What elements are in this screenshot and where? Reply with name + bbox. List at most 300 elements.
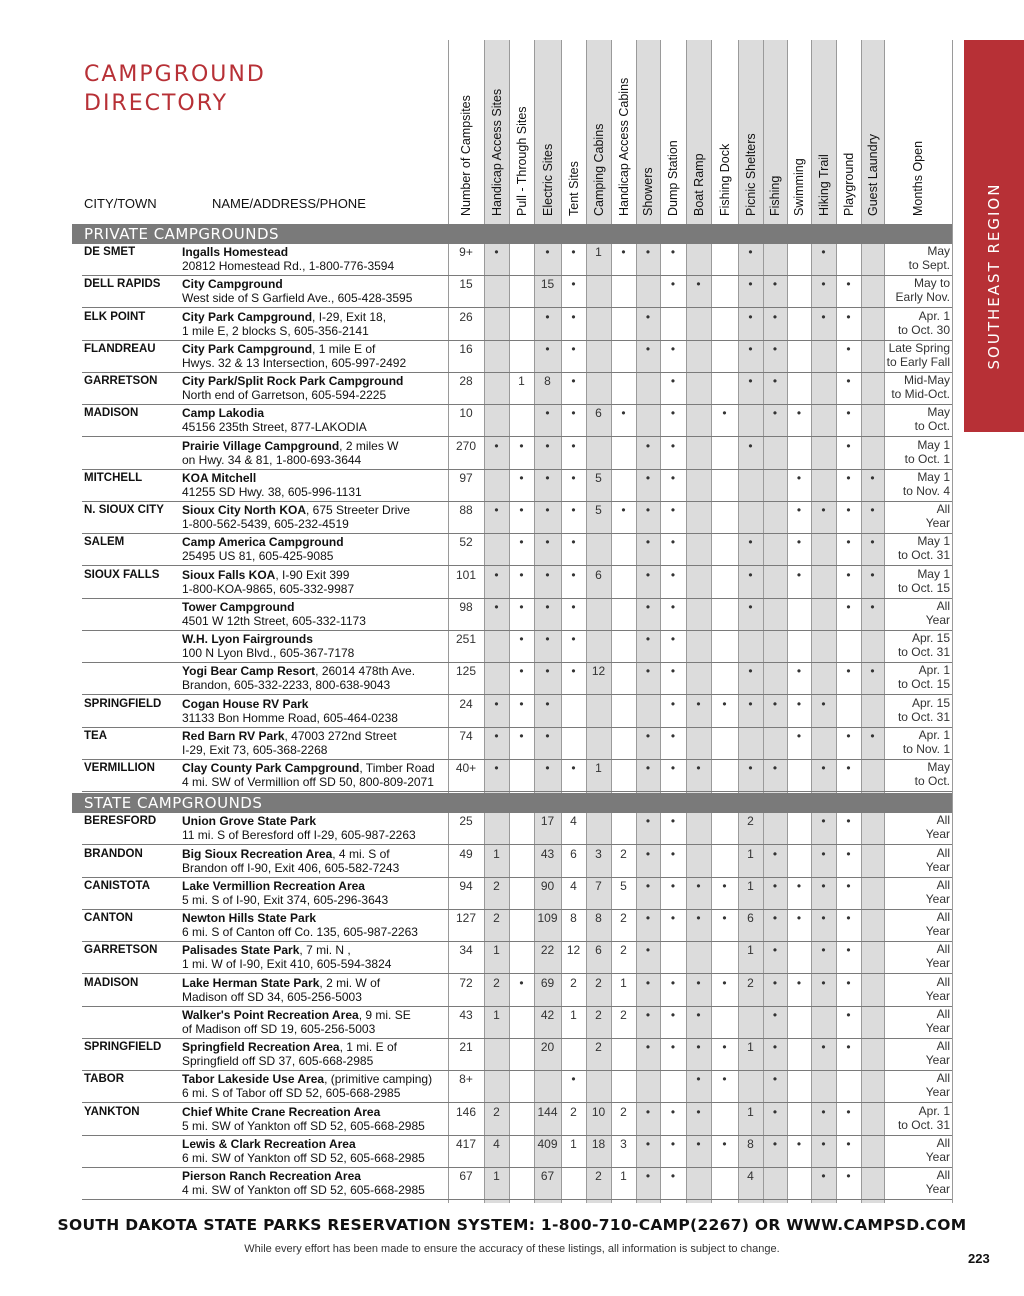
amenity-cell: • bbox=[696, 1104, 701, 1119]
amenity-cell: • bbox=[519, 535, 524, 550]
months-open bbox=[884, 1039, 950, 1071]
header-city: CITY/TOWN bbox=[84, 196, 157, 211]
amenity-cell bbox=[509, 878, 534, 910]
amenity-cell: • bbox=[796, 728, 802, 743]
campground-name: Camp Lakodia bbox=[182, 406, 265, 421]
listing-line-1 bbox=[182, 568, 354, 582]
table-row bbox=[0, 1007, 1024, 1039]
city-name: GARRETSON bbox=[84, 375, 158, 387]
listing-line-1 bbox=[182, 406, 367, 420]
amenity-cell bbox=[611, 1071, 636, 1103]
amenity-cell: • bbox=[846, 406, 851, 421]
amenity-cell: • bbox=[519, 470, 524, 485]
amenity-cell: 1 bbox=[493, 1169, 500, 1183]
campground-listing bbox=[182, 943, 391, 971]
amenity-cell bbox=[711, 728, 738, 760]
amenity-cell: • bbox=[670, 374, 676, 388]
amenity-cell: • bbox=[645, 878, 651, 893]
amenity-cell: • bbox=[846, 1136, 851, 1151]
months-line-1: All bbox=[936, 598, 950, 613]
amenity-cell bbox=[686, 631, 711, 663]
amenity-cell bbox=[861, 341, 884, 373]
amenity-cell bbox=[861, 309, 884, 341]
amenity-cell bbox=[686, 309, 711, 341]
amenity-cell: • bbox=[621, 503, 626, 517]
amenity-cell: 8 bbox=[747, 1136, 754, 1151]
amenity-cell: 20 bbox=[540, 1040, 555, 1054]
months-line-1: All bbox=[936, 813, 950, 828]
amenity-cell: • bbox=[545, 567, 550, 582]
address-phone: 4 mi. SW of Yankton off SD 52, 605-668-2985 bbox=[182, 1183, 425, 1197]
amenity-cell bbox=[509, 405, 534, 437]
amenity-cell bbox=[711, 631, 738, 663]
months-line-2: to Oct. 31 bbox=[897, 1117, 950, 1132]
months-line-1: Apr. 15 bbox=[911, 631, 950, 645]
amenity-cell: • bbox=[796, 535, 802, 550]
amenity-cell: • bbox=[645, 1104, 651, 1119]
amenity-cell bbox=[763, 438, 787, 470]
amenity-cell bbox=[611, 276, 636, 308]
amenity-cell: 1 bbox=[595, 245, 602, 259]
amenity-cell: • bbox=[772, 943, 778, 958]
amenity-cell: • bbox=[846, 341, 851, 356]
column-header bbox=[861, 40, 884, 216]
amenity-cell bbox=[586, 438, 611, 470]
amenity-cell: • bbox=[670, 1169, 676, 1183]
amenity-cell: • bbox=[494, 438, 499, 453]
table-row bbox=[0, 405, 1024, 437]
column-header-label: Number of Campsites bbox=[459, 95, 473, 216]
listing-line-1 bbox=[182, 632, 354, 646]
amenity-cell bbox=[861, 910, 884, 942]
amenity-cell: 417 bbox=[455, 1136, 477, 1151]
campground-detail: , 2 mi. W of bbox=[319, 975, 381, 990]
amenity-cell bbox=[836, 244, 861, 276]
amenity-cell: • bbox=[722, 1072, 727, 1087]
amenity-cell bbox=[611, 631, 636, 663]
amenity-cell bbox=[611, 663, 636, 695]
amenity-cell bbox=[686, 244, 711, 276]
campground-name: City Park Campground bbox=[182, 309, 313, 324]
amenity-cell: • bbox=[722, 975, 727, 990]
amenity-cell: • bbox=[645, 341, 651, 356]
campground-listing bbox=[182, 374, 403, 402]
table-row bbox=[0, 878, 1024, 910]
column-header-label: Boat Ramp bbox=[691, 153, 706, 216]
months-line-2: Year bbox=[925, 956, 950, 971]
amenity-cell: • bbox=[571, 309, 576, 324]
amenity-cell: • bbox=[870, 728, 875, 743]
amenity-cell: 25 bbox=[459, 814, 473, 829]
listing-line-1 bbox=[182, 310, 386, 324]
campground-detail: , 675 Streeter Drive bbox=[306, 503, 411, 517]
amenity-cell: 8 bbox=[595, 911, 602, 925]
months-line-2: to Oct. 31 bbox=[897, 645, 950, 659]
amenity-cell: • bbox=[645, 309, 651, 324]
amenity-cell bbox=[509, 341, 534, 373]
amenity-cell: 8 bbox=[544, 374, 551, 388]
amenity-cell: • bbox=[870, 599, 875, 614]
amenity-cell: • bbox=[796, 503, 802, 517]
table-row bbox=[0, 760, 1024, 792]
amenity-cell: • bbox=[645, 728, 651, 743]
amenity-cell: 98 bbox=[459, 599, 473, 614]
amenity-cell: • bbox=[670, 1104, 676, 1119]
amenity-cell: • bbox=[796, 567, 802, 582]
column-header bbox=[636, 40, 660, 216]
amenity-cell bbox=[811, 599, 836, 631]
amenity-cell bbox=[586, 373, 611, 405]
amenity-cell bbox=[484, 373, 509, 405]
months-line-2: Year bbox=[925, 1020, 950, 1035]
amenity-cell: • bbox=[870, 567, 875, 582]
amenity-cell: 2 bbox=[570, 975, 577, 990]
amenity-cell bbox=[711, 470, 738, 502]
listing-line-1 bbox=[182, 1008, 411, 1022]
amenity-cell: • bbox=[571, 245, 576, 259]
amenity-cell: 3 bbox=[620, 1136, 627, 1151]
amenity-cell: • bbox=[846, 277, 851, 292]
amenity-cell bbox=[738, 631, 763, 663]
amenity-cell bbox=[636, 405, 660, 437]
amenity-cell bbox=[811, 470, 836, 502]
table-row bbox=[0, 813, 1024, 845]
amenity-cell bbox=[509, 1136, 534, 1168]
column-header-label: Guest Laundry bbox=[865, 134, 880, 216]
page-number: 223 bbox=[968, 1251, 990, 1266]
amenity-cell bbox=[787, 1071, 811, 1103]
amenity-cell bbox=[861, 373, 884, 405]
months-line-1: May to bbox=[913, 276, 950, 291]
months-line-2: to Oct. 30 bbox=[897, 322, 950, 337]
column-header-label: Showers bbox=[641, 167, 655, 216]
months-line-2: to Nov. 4 bbox=[902, 483, 950, 498]
amenity-cell: 4 bbox=[747, 1169, 754, 1183]
months-line-1: All bbox=[936, 1071, 950, 1086]
amenity-cell: • bbox=[519, 975, 524, 990]
campground-listing bbox=[182, 277, 412, 305]
amenity-cell: • bbox=[772, 1136, 778, 1151]
months-line-2: to Early Fall bbox=[886, 354, 950, 369]
column-header bbox=[484, 40, 509, 216]
campground-listing bbox=[182, 600, 366, 628]
header-name: NAME/ADDRESS/PHONE bbox=[212, 196, 366, 211]
column-header bbox=[711, 40, 738, 216]
amenity-cell bbox=[686, 373, 711, 405]
amenity-cell bbox=[763, 663, 787, 695]
amenity-cell: • bbox=[645, 911, 651, 925]
amenity-cell: • bbox=[571, 503, 576, 517]
amenity-cell bbox=[611, 309, 636, 341]
amenity-cell: • bbox=[846, 1040, 851, 1054]
campground-name: Ingalls Homestead bbox=[182, 245, 289, 259]
amenity-cell bbox=[861, 942, 884, 974]
campground-name: Big Sioux Recreation Area bbox=[182, 846, 333, 861]
months-open bbox=[884, 1168, 950, 1200]
amenity-cell: • bbox=[821, 761, 826, 775]
address-phone: 6 mi. S of Tabor off SD 52, 605-668-2985 bbox=[182, 1086, 401, 1101]
amenity-cell bbox=[811, 567, 836, 599]
title-line-2: DIRECTORY bbox=[84, 91, 229, 116]
amenity-cell: • bbox=[748, 341, 753, 356]
column-header-label: Fishing bbox=[768, 175, 782, 216]
amenity-cell: • bbox=[670, 1040, 676, 1054]
months-open bbox=[884, 975, 950, 1007]
amenity-cell bbox=[763, 470, 787, 502]
amenity-cell: • bbox=[846, 535, 851, 550]
column-header bbox=[836, 40, 861, 216]
months-line-2: Year bbox=[925, 988, 950, 1003]
amenity-cell: 1 bbox=[518, 374, 525, 388]
city-name: GARRETSON bbox=[84, 944, 158, 957]
amenity-cell: • bbox=[821, 1169, 826, 1183]
amenity-cell: • bbox=[494, 728, 499, 743]
address-phone: Brandon, 605-332-2233, 800-638-9043 bbox=[182, 678, 391, 693]
amenity-cell bbox=[861, 1007, 884, 1039]
address-phone: 1 mi. W of I-90, Exit 410, 605-594-3824 bbox=[182, 957, 392, 972]
amenity-cell bbox=[711, 502, 738, 534]
address-phone: of Madison off SD 19, 605-256-5003 bbox=[182, 1021, 376, 1036]
amenity-cell bbox=[484, 631, 509, 663]
amenity-cell bbox=[738, 1071, 763, 1103]
column-header-label: Handicap Access Sites bbox=[489, 88, 504, 216]
amenity-cell: 146 bbox=[455, 1104, 477, 1119]
campground-detail: , 9 mi. SE bbox=[358, 1007, 411, 1022]
amenity-cell: 7 bbox=[595, 878, 602, 893]
amenity-cell: 1 bbox=[620, 975, 627, 990]
months-line-2: to Sept. bbox=[908, 258, 950, 272]
amenity-cell bbox=[861, 846, 884, 878]
amenity-cell bbox=[811, 341, 836, 373]
section-header: PRIVATE CAMPGROUNDS bbox=[72, 224, 952, 244]
column-header-label: Playground bbox=[841, 152, 856, 216]
amenity-cell: • bbox=[748, 438, 753, 453]
amenity-cell bbox=[509, 846, 534, 878]
amenity-cell: 15 bbox=[459, 277, 473, 292]
address-phone: on Hwy. 34 & 81, 1-800-693-3644 bbox=[182, 452, 362, 467]
amenity-cell: • bbox=[846, 503, 851, 517]
amenity-cell: • bbox=[645, 567, 651, 582]
city-name: YANKTON bbox=[84, 1105, 140, 1118]
amenity-cell bbox=[711, 567, 738, 599]
campground-detail: , 1 mi. E of bbox=[339, 1040, 397, 1054]
amenity-cell: • bbox=[670, 341, 676, 356]
months-line-1: Apr. 1 bbox=[918, 663, 950, 678]
amenity-cell: • bbox=[494, 599, 499, 614]
amenity-cell: 69 bbox=[540, 975, 555, 990]
amenity-cell bbox=[509, 309, 534, 341]
amenity-cell bbox=[586, 309, 611, 341]
listing-line-1 bbox=[182, 976, 380, 990]
months-line-1: All bbox=[936, 974, 950, 989]
months-open bbox=[884, 878, 950, 910]
address-phone: 1-800-562-5439, 605-232-4519 bbox=[182, 517, 349, 531]
amenity-cell: • bbox=[796, 696, 802, 711]
amenity-cell: 43 bbox=[459, 1007, 473, 1022]
amenity-cell: 1 bbox=[493, 846, 500, 861]
city-name: SPRINGFIELD bbox=[84, 697, 162, 710]
amenity-cell bbox=[763, 244, 787, 276]
amenity-cell bbox=[711, 276, 738, 308]
amenity-cell: 4 bbox=[493, 1136, 500, 1151]
address-phone: West side of S Garfield Ave., 605-428-3595 bbox=[182, 291, 413, 306]
amenity-cell bbox=[787, 1039, 811, 1071]
amenity-cell bbox=[763, 728, 787, 760]
months-line-1: All bbox=[936, 877, 950, 892]
amenity-cell bbox=[711, 309, 738, 341]
address-phone: 25495 US 81, 605-425-9085 bbox=[182, 549, 334, 564]
amenity-cell: 10 bbox=[591, 1104, 606, 1119]
amenity-cell bbox=[861, 1136, 884, 1168]
months-line-1: Apr. 1 bbox=[918, 1103, 950, 1118]
amenity-cell bbox=[611, 567, 636, 599]
amenity-cell: • bbox=[645, 943, 651, 958]
amenity-cell: • bbox=[846, 1007, 851, 1022]
campground-name: Springfield Recreation Area bbox=[182, 1040, 340, 1054]
months-line-1: May bbox=[927, 405, 950, 420]
listing-line-1 bbox=[182, 277, 412, 291]
city-name: ELK POINT bbox=[84, 310, 146, 323]
months-line-2: Year bbox=[925, 1149, 950, 1164]
amenity-cell: 2 bbox=[595, 1040, 602, 1054]
amenity-cell bbox=[861, 244, 884, 276]
months-line-2: Year bbox=[925, 924, 950, 938]
amenity-cell: 74 bbox=[459, 728, 473, 743]
amenity-cell bbox=[611, 760, 636, 792]
months-open bbox=[884, 599, 950, 631]
amenity-cell: • bbox=[545, 309, 550, 324]
amenity-cell: • bbox=[796, 664, 802, 679]
months-line-1: All bbox=[936, 845, 950, 860]
amenity-cell: 43 bbox=[540, 846, 555, 861]
amenity-cell: • bbox=[846, 438, 851, 453]
amenity-cell: • bbox=[545, 632, 550, 646]
city-name: SALEM bbox=[84, 536, 125, 549]
amenity-cell: • bbox=[494, 245, 499, 259]
address-phone: 4 mi. SW of Vermillion off SD 50, 800-809-2071 bbox=[182, 775, 434, 789]
listing-line-1 bbox=[182, 943, 391, 957]
column-header-label: Fishing Dock bbox=[717, 143, 732, 216]
amenity-cell bbox=[484, 813, 509, 845]
amenity-cell bbox=[484, 663, 509, 695]
address-phone: 1-800-KOA-9865, 605-332-9987 bbox=[182, 581, 355, 596]
campground-listing bbox=[182, 697, 398, 725]
amenity-cell: 2 bbox=[595, 1169, 602, 1183]
amenity-cell bbox=[484, 1071, 509, 1103]
amenity-cell: • bbox=[519, 664, 524, 679]
amenity-cell: • bbox=[846, 943, 851, 958]
amenity-cell: • bbox=[772, 911, 778, 925]
campground-listing bbox=[182, 1105, 425, 1133]
table-row bbox=[0, 502, 1024, 534]
amenity-cell: • bbox=[696, 911, 701, 925]
column-header bbox=[448, 40, 484, 216]
amenity-cell: • bbox=[870, 664, 875, 679]
months-open bbox=[884, 438, 950, 470]
months-line-2: to Nov. 1 bbox=[902, 741, 950, 756]
months-open bbox=[884, 373, 950, 405]
amenity-cell: • bbox=[645, 470, 651, 485]
amenity-cell: • bbox=[571, 567, 576, 582]
amenity-cell: 90 bbox=[540, 878, 555, 893]
city-name: N. SIOUX CITY bbox=[84, 504, 164, 516]
amenity-cell: 6 bbox=[595, 406, 602, 421]
amenity-cell: 2 bbox=[595, 1007, 602, 1022]
amenity-cell bbox=[711, 341, 738, 373]
address-phone: 4501 W 12th Street, 605-332-1173 bbox=[182, 613, 366, 628]
amenity-cell bbox=[763, 1168, 787, 1200]
table-row bbox=[0, 1168, 1024, 1200]
listing-line-1 bbox=[182, 1040, 397, 1054]
amenity-cell: • bbox=[545, 438, 550, 453]
table-row bbox=[0, 244, 1024, 276]
amenity-cell: • bbox=[670, 975, 676, 990]
amenity-cell: 15 bbox=[540, 277, 555, 292]
amenity-cell: 8+ bbox=[459, 1072, 473, 1087]
column-header bbox=[686, 40, 711, 216]
campground-listing bbox=[182, 847, 399, 875]
amenity-cell: • bbox=[748, 535, 753, 550]
column-header bbox=[586, 40, 611, 216]
amenity-cell: 6 bbox=[595, 943, 602, 958]
amenity-cell: • bbox=[494, 696, 499, 711]
amenity-cell: 1 bbox=[595, 761, 602, 775]
table-row bbox=[0, 567, 1024, 599]
campground-listing bbox=[182, 439, 399, 467]
amenity-cell: • bbox=[722, 406, 727, 421]
months-line-2: Early Nov. bbox=[895, 290, 950, 305]
amenity-cell: 2 bbox=[747, 975, 754, 990]
amenity-cell bbox=[586, 728, 611, 760]
amenity-cell: • bbox=[621, 406, 626, 421]
amenity-cell: • bbox=[670, 911, 676, 925]
months-open bbox=[884, 309, 950, 341]
amenity-cell: • bbox=[821, 911, 826, 925]
amenity-cell: 1 bbox=[747, 1040, 754, 1054]
amenity-cell: • bbox=[748, 374, 753, 388]
amenity-cell: • bbox=[772, 878, 778, 893]
amenity-cell: • bbox=[571, 277, 576, 292]
amenity-cell bbox=[686, 405, 711, 437]
table-row bbox=[0, 470, 1024, 502]
amenity-cell bbox=[861, 760, 884, 792]
amenity-cell: • bbox=[670, 470, 676, 485]
amenity-cell: • bbox=[821, 696, 826, 711]
amenity-cell: • bbox=[545, 599, 550, 614]
amenity-cell: • bbox=[748, 245, 753, 259]
amenity-cell bbox=[787, 438, 811, 470]
city-name: FLANDREAU bbox=[84, 342, 156, 355]
amenity-cell: 40+ bbox=[455, 761, 477, 775]
amenity-cell bbox=[711, 663, 738, 695]
months-line-2: Year bbox=[925, 1053, 950, 1067]
address-phone: Springfield off SD 37, 605-668-2985 bbox=[182, 1054, 374, 1068]
months-line-2: Year bbox=[925, 891, 950, 906]
amenity-cell: 2 bbox=[620, 911, 627, 925]
amenity-cell: 125 bbox=[455, 664, 477, 679]
amenity-cell bbox=[686, 438, 711, 470]
months-line-1: May bbox=[927, 244, 950, 258]
amenity-cell: • bbox=[494, 503, 499, 517]
amenity-cell: 1 bbox=[493, 943, 500, 958]
months-open bbox=[884, 910, 950, 942]
amenity-cell bbox=[611, 599, 636, 631]
amenity-cell bbox=[787, 760, 811, 792]
amenity-cell: • bbox=[870, 535, 875, 550]
table-row bbox=[0, 846, 1024, 878]
months-open bbox=[884, 534, 950, 566]
amenity-cell: • bbox=[645, 1169, 651, 1183]
